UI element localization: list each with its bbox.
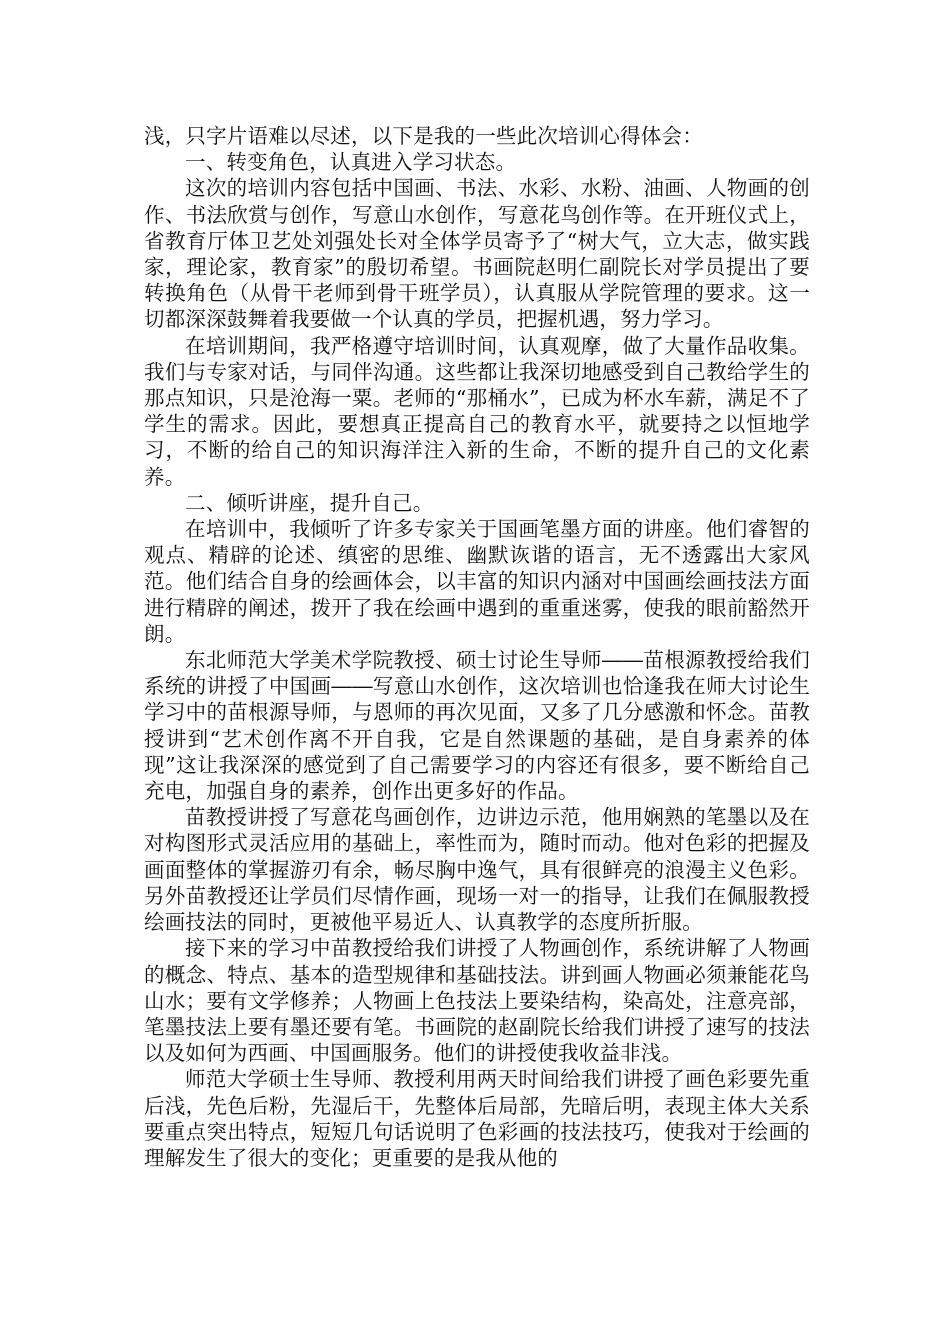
section-heading-2: 二、倾听讲座，提升自己。: [185, 490, 434, 515]
paragraph-color: 师范大学硕士生导师、教授利用两天时间给我们讲授了画色彩要先重后浅，先色后粉，先湿后干，先整体后局部，先暗后明，表现主体大关系要重点突出特点，短短几句话说明了色彩画的技法技巧，使我对于绘画的理解发生了很大的变化；更重要的是我从他的: [144, 1067, 810, 1170]
paragraph-figure: 接下来的学习中苗教授给我们讲授了人物画创作，系统讲解了人物画的概念、特点、基本的造型规律和基础技法。讲到画人物画必须兼能花鸟山水；要有文学修养；人物画上色技法上要染结构，染高处，注意亮部，笔墨技法上要有墨还要有笔。书画院的赵副院长给我们讲授了速写的技法以及如何为西画、中国画服务。他们的讲授使我收益非浅。: [144, 936, 810, 1066]
paragraph-lectures: 在培训中，我倾听了许多专家关于国画笔墨方面的讲座。他们睿智的观点、精辟的论述、缜密的思维、幽默诙谐的语言，无不透露出大家风范。他们结合自身的绘画体会，以丰富的知识内涵对中国画绘画技法方面进行精辟的阐述，拨开了我在绘画中遇到的重重迷雾，使我的眼前豁然开朗。: [144, 517, 810, 646]
section-heading-1: 一、转变角色，认真进入学习状态。: [185, 150, 517, 175]
paragraph-intro: 浅，只字片语难以尽述，以下是我的一些此次培训心得体会：: [144, 124, 703, 148]
paragraph-landscape: 东北师范大学美术学院教授、硕士讨论生导师――苗根源教授给我们系统的讲授了中国画――写意山水创作，这次培训也恰逢我在师大讨论生学习中的苗根源导师，与恩师的再次见面，又多了几分感激和怀念。苗教授讲到“艺术创作离不开自我，它是自然课题的基础，是自身素养的体现”这让我深深的感觉到了自己需要学习的内容还有很多，要不断给自己充电，加强自身的素养，创作出更多好的作品。: [144, 648, 810, 804]
document-body: [144, 123, 810, 1171]
paragraph-training-content: 这次的培训内容包括中国画、书法、水彩、水粉、油画、人物画的创作、书法欣赏与创作，写意山水创作，写意花鸟创作等。在开班仪式上，省教育厅体卫艺处刘强处长对全体学员寄予了“树大气，立大志，做实践家，理论家，教育家”的殷切希望。书画院赵明仁副院长对学员提出了要转换角色（从骨干老师到骨干班学员），认真服从学院管理的要求。这一切都深深鼓舞着我要做一个认真的学员，把握机遇，努力学习。: [144, 176, 810, 332]
paragraph-training-period: 在培训期间，我严格遵守培训时间，认真观摩，做了大量作品收集。我们与专家对话，与同伴沟通。这些都让我深切地感受到自己教给学生的那点知识，只是沧海一粟。老师的“那桶水”，已成为杯水车薪，满足不了学生的需求。因此，要想真正提高自己的教育水平，就要持之以恒地学习，不断的给自己的知识海洋注入新的生命，不断的提升自己的文化素养。: [144, 333, 810, 489]
paragraph-flower-bird: 苗教授讲授了写意花鸟画创作，边讲边示范，他用娴熟的笔墨以及在对构图形式灵活应用的基础上，率性而为，随时而动。他对色彩的把握及画面整体的掌握游刃有余，畅尽胸中逸气，具有很鲜亮的浪漫主义色彩。另外苗教授还让学员们尽情作画，现场一对一的指导，让我们在佩服教授绘画技法的同时，更被他平易近人、认真教学的态度所折服。: [144, 805, 810, 935]
